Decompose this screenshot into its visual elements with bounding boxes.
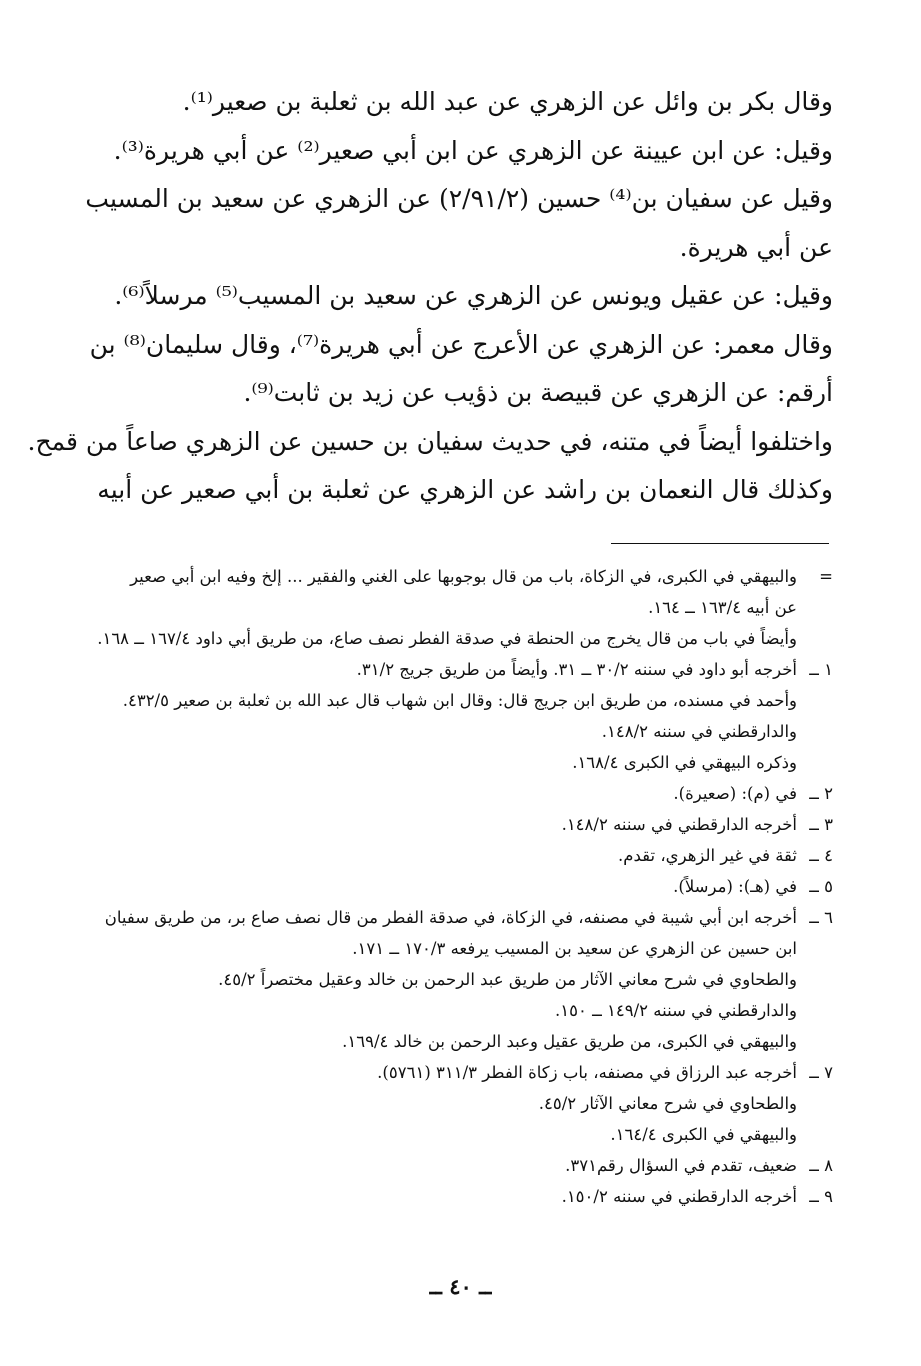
footnote-marker: ٩ ــ bbox=[809, 1187, 833, 1206]
footnote-text: عن أبيه ١٦٣/٤ ــ ١٦٤. bbox=[648, 598, 797, 617]
main-text-line: وقيل عن سفيان بن⁽⁴⁾ حسين (٢/٩١/٢) عن الزهري عن سعيد بن المسيب bbox=[85, 184, 833, 213]
footnote-line bbox=[113, 592, 833, 623]
main-text-line: واختلفوا أيضاً في متنه، في حديث سفيان بن حسين عن الزهري صاعاً من قمح. bbox=[27, 426, 833, 456]
footnote-text: ضعيف، تقدم في السؤال رقم٣٧١. bbox=[565, 1156, 797, 1175]
footnote-line bbox=[113, 809, 833, 840]
main-text-line: وقال بكر بن وائل عن الزهري عن عبد الله بن ثعلبة بن صعير⁽¹⁾. bbox=[182, 87, 833, 116]
footnote-line bbox=[113, 1150, 833, 1181]
footnote-text: أخرجه ابن أبي شيبة في مصنفه، في الزكاة، في صدقة الفطر من قال نصف صاع بر، من طريق سفيان bbox=[104, 908, 797, 927]
footnote-line bbox=[113, 747, 833, 778]
footnote-text: ابن حسين عن الزهري عن سعيد بن المسيب يرفعه ١٧٠/٣ ــ ١٧١. bbox=[352, 939, 797, 958]
footnote-text: والبيهقي في الكبرى، من طريق عقيل وعبد الرحمن بن خالد ١٦٩/٤. bbox=[342, 1032, 797, 1051]
footnote-marker: ٤ ــ bbox=[809, 846, 833, 865]
footnote-text: في (م): (صعيرة). bbox=[673, 784, 797, 803]
footnote-text: أخرجه عبد الرزاق في مصنفه، باب زكاة الفطر ٣١١/٣ (٥٧٦١). bbox=[377, 1063, 797, 1082]
footnote-marker: ١ ــ bbox=[809, 660, 833, 679]
footnote-line bbox=[97, 623, 833, 654]
main-text-line: أرقم: عن الزهري عن قبيصة بن ذؤيب عن زيد بن ثابت⁽⁹⁾. bbox=[243, 378, 833, 407]
footnote-marker: ٦ ــ bbox=[809, 908, 833, 927]
footnote-line bbox=[113, 561, 833, 592]
footnote-line bbox=[113, 716, 833, 747]
footnote-text: وذكره البيهقي في الكبرى ١٦٨/٤. bbox=[572, 753, 797, 772]
page-number: ــ ٤٠ ــ bbox=[429, 1274, 492, 1299]
footnote-marker: ٢ ــ bbox=[809, 784, 833, 803]
main-body-text bbox=[27, 78, 833, 515]
footnote-separator bbox=[611, 543, 829, 544]
footnote-marker: ٧ ــ bbox=[809, 1063, 833, 1082]
footnote-text: أخرجه الدارقطني في سننه ١٥٠/٢. bbox=[561, 1187, 797, 1206]
footnote-line bbox=[113, 1088, 833, 1119]
footnote-line bbox=[113, 1057, 833, 1088]
footnote-text: والدارقطني في سننه ١٤٩/٢ ــ ١٥٠. bbox=[555, 1001, 797, 1020]
footnote-line bbox=[113, 1026, 833, 1057]
footnote-line bbox=[113, 1181, 833, 1212]
footnote-line bbox=[113, 685, 833, 716]
footnote-marker: ٣ ــ bbox=[809, 815, 833, 834]
footnotes-section bbox=[97, 561, 833, 1212]
footnote-text: وأحمد في مسنده، من طريق ابن جريج قال: وقال ابن شهاب قال عبد الله بن ثعلبة بن صعير ٤٣٢/٥. bbox=[122, 691, 797, 710]
main-text-line: وقال معمر: عن الزهري عن الأعرج عن أبي هريرة⁽⁷⁾، وقال سليمان⁽⁸⁾ بن bbox=[89, 329, 833, 359]
footnote-text: والدارقطني في سننه ١٤٨/٢. bbox=[601, 722, 797, 741]
main-text-line: وكذلك قال النعمان بن راشد عن الزهري عن ثعلبة بن أبي صعير عن أبيه bbox=[97, 475, 833, 504]
footnote-text: والطحاوي في شرح معاني الآثار ٤٥/٢. bbox=[538, 1094, 797, 1113]
footnote-line bbox=[113, 964, 833, 995]
footnote-text: وأيضاً في باب من قال يخرج من الحنطة في صدقة الفطر نصف صاع، من طريق أبي داود ١٦٧/٤ ــ ١٦٨. bbox=[97, 629, 797, 648]
footnote-line bbox=[113, 778, 833, 809]
footnote-line bbox=[113, 840, 833, 871]
footnote-line bbox=[104, 902, 833, 933]
footnote-text: والطحاوي في شرح معاني الآثار من طريق عبد الرحمن بن خالد وعقيل مختصراً ٤٥/٢. bbox=[218, 970, 797, 989]
footnote-line bbox=[113, 995, 833, 1026]
footnote-line bbox=[113, 871, 833, 902]
footnote-marker: ٨ ــ bbox=[809, 1156, 833, 1175]
footnote-text: في (هـ): (مرسلاً). bbox=[673, 877, 797, 896]
main-text-line: وقيل: عن عقيل ويونس عن الزهري عن سعيد بن المسيب⁽⁵⁾ مرسلاً⁽⁶⁾. bbox=[114, 281, 833, 310]
footnote-text: والبيهقي في الكبرى، في الزكاة، باب من قال بوجوبها على الغني والفقير ... إلخ وفيه ابن أبي صعير bbox=[130, 567, 797, 586]
main-text-line: وقيل: عن ابن عيينة عن الزهري عن ابن أبي صعير⁽²⁾ عن أبي هريرة⁽³⁾. bbox=[113, 135, 833, 165]
footnote-text: والبيهقي في الكبرى ١٦٤/٤. bbox=[610, 1125, 797, 1144]
footnote-marker: = bbox=[819, 567, 833, 586]
footnote-text: ثقة في غير الزهري، تقدم. bbox=[618, 846, 797, 865]
footnote-text: أخرجه الدارقطني في سننه ١٤٨/٢. bbox=[561, 815, 797, 834]
footnote-marker: ٥ ــ bbox=[809, 877, 833, 896]
footnote-line bbox=[113, 1119, 833, 1150]
footnote-text: أخرجه أبو داود في سننه ٣٠/٢ ــ ٣١. وأيضاً من طريق جريج ٣١/٢. bbox=[356, 660, 797, 679]
main-text-line: عن أبي هريرة. bbox=[679, 232, 833, 262]
footnote-line bbox=[113, 654, 833, 685]
footnote-line bbox=[113, 933, 833, 964]
